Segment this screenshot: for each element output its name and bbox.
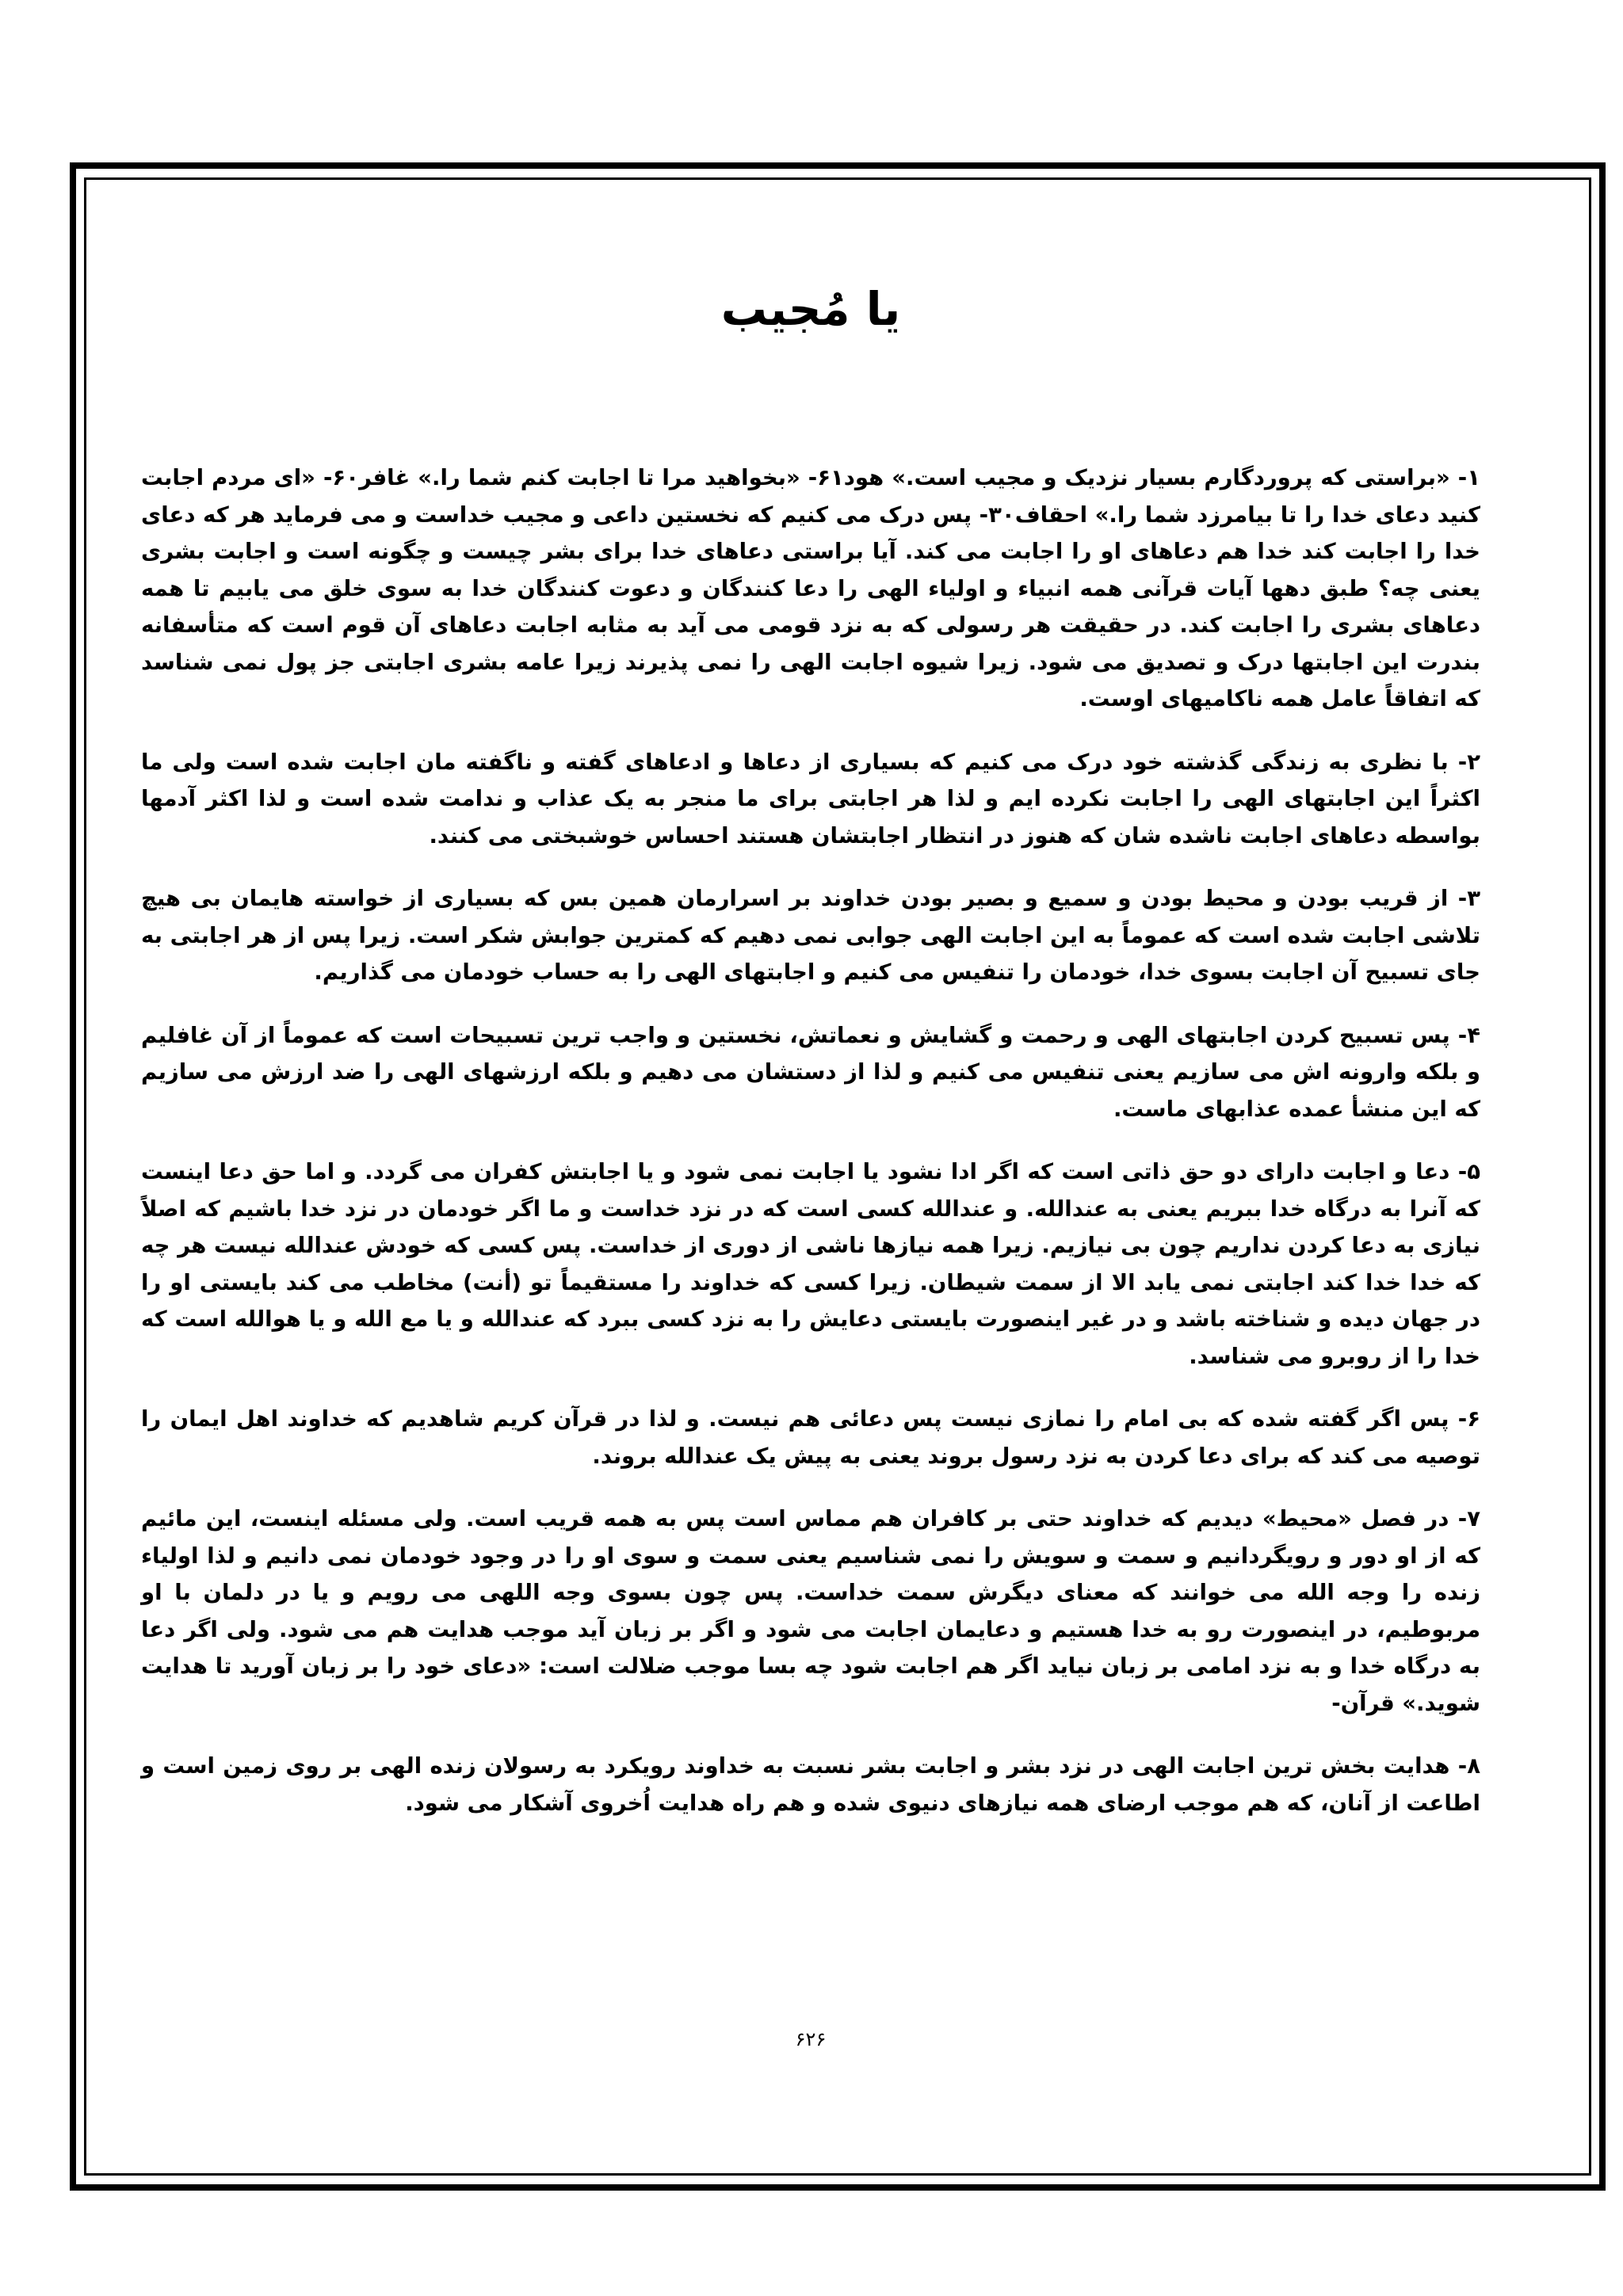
paragraph-1: ۱- «براستی که پروردگارم بسیار نزدیک و مجیب است.» هود۶۱- «بخواهید مرا تا اجابت کنم شما را.» غافر۶۰- «ای مردم اجابت کنید دعای خدا را تا بیامرزد شما را.» احقاف۳۰- پس درک می کنیم که نخستین داعی و مجیب خداست و می فرماید هر که دعای خدا را اجابت کند خدا هم دعاهای او را اجابت می کند. آیا براستی دعاهای خدا برای بشر چیست و چگونه است و اجابت بشری یعنی چه؟ طبق دهها آیات قرآنی همه انبیاء و اولیاء الهی را دعا کنندگان و دعوت کنندگان خدا به سوی خلق می یابیم تا همه دعاهای بشری را اجابت کند. در حقیقت هر رسولی که به نزد قومی می آید به مثابه اجابت دعاهای آن قوم است که متأسفانه بندرت این اجابتها درک و تصدیق می شود. زیرا شیوه اجابت الهی را نمی پذیرند زیرا عامه بشری اجابتی جز پول نمی شناسد که اتفاقاً عامل همه ناکامیهای اوست. — [141, 465, 1480, 711]
page-number: ۶۲۶ — [795, 2028, 827, 2050]
paragraph-2: ۲- با نظری به زندگی گذشته خود درک می کنیم که بسیاری از دعاها و ادعاهای گفته و ناگفته مان اجابت شده است ولی ما اکثراً این اجابتهای الهی را اجابت نکرده ایم و لذا هر اجابتی برای ما منجر به یک عذاب و ندامت شده است و لذا اکثر آدمها بواسطه دعاهای اجابت ناشده شان که هنوز در انتظار اجابتشان هستند احساس خوشبختی می کنند. — [141, 749, 1480, 849]
paragraph-6: ۶- پس اگر گفته شده که بی امام را نمازی نیست پس دعائی هم نیست. و لذا در قرآن کریم شاهدیم که خداوند اهل ایمان را توصیه می کند که برای دعا کردن به نزد رسول بروند یعنی به پیش یک عندالله بروند. — [141, 1406, 1480, 1469]
paragraph-5: ۵- دعا و اجابت دارای دو حق ذاتی است که اگر ادا نشود یا اجابت نمی شود و یا اجابتش کفران می گردد. و اما حق دعا اینست که آنرا به درگاه خدا ببریم یعنی به عندالله. و عندالله کسی است که در نزد خداست و ما اگر خودمان در نزد خدا باشیم که اصلاً نیازی به دعا کردن نداریم چون بی نیازیم. زیرا همه نیازها ناشی از دوری از خداست. پس کسی که خودش عندالله نیست هر چه که خدا خدا کند اجابتی نمی یابد الا از سمت شیطان. زیرا کسی که خداوند را مستقیماً تو (أنت) مخاطب می کند بایستی او را در جهان دیده و شناخته باشد و در غیر اینصورت بایستی دعایش را به نزد کسی ببرد که عندالله و یا مع الله و یا هوالله است که خدا را از روبرو می شناسد. — [141, 1159, 1480, 1369]
paragraph-3: ۳- از قریب بودن و محیط بودن و سمیع و بصیر بودن خداوند بر اسرارمان همین بس که بسیاری از خواسته هایمان بی هیچ تلاشی اجابت شده است که عموماً به این اجابت الهی جوابی نمی دهیم که کمترین جوابش شکر است. زیرا پس از هر اجابتی به جای تسبیح آن اجابت بسوی خدا، خودمان را تنفیس می کنیم و اجابتهای الهی را به حساب خودمان می گذاریم. — [141, 886, 1480, 985]
page-title: یا مُجیب — [720, 282, 901, 336]
paragraph-4: ۴- پس تسبیح کردن اجابتهای الهی و رحمت و گشایش و نعماتش، نخستین و واجب ترین تسبیحات است که عموماً از آن غافلیم و بلکه وارونه اش می سازیم یعنی تنفیس می کنیم و لذا از دستشان می دهیم و بلکه ارزشهای الهی را ضد ارزش می سازیم که این منشأ عمده عذابهای ماست. — [141, 1022, 1480, 1122]
paragraph-7: ۷- در فصل «محیط» دیدیم که خداوند حتی بر کافران هم مماس است پس به همه قریب است. ولی مسئله اینست، این مائیم که از او دور و رویگردانیم و سمت و سویش را نمی شناسیم یعنی سمت و سوی او را در وجود خودمان نمی دانیم و لذا اولیاء زنده را وجه الله می خوانند که معنای دیگرش سمت خداست. پس چون بسوی وجه اللهی می رویم و یا در دلمان با او مربوطیم، در اینصورت رو به خدا هستیم و دعایمان اجابت می شود و اگر بر زبان آید موجب هدایت هم می شود. ولی اگر دعا به درگاه خدا و به نزد امامی بر زبان نیاید اگر هم اجابت شود چه بسا موجب ضلالت است: «دعای خود را بر زبان آورید تا هدایت شوید.» قرآن- — [141, 1506, 1480, 1716]
paragraph-8: ۸- هدایت بخش ترین اجابت الهی در نزد بشر و اجابت بشر نسبت به خداوند رویکرد به رسولان زنده الهی بر روی زمین است و اطاعت از آنان، که هم موجب ارضای همه نیازهای دنیوی شده و هم راه هدایت اُخروی آشکار می شود. — [141, 1753, 1480, 1816]
page-content — [141, 261, 1480, 2155]
